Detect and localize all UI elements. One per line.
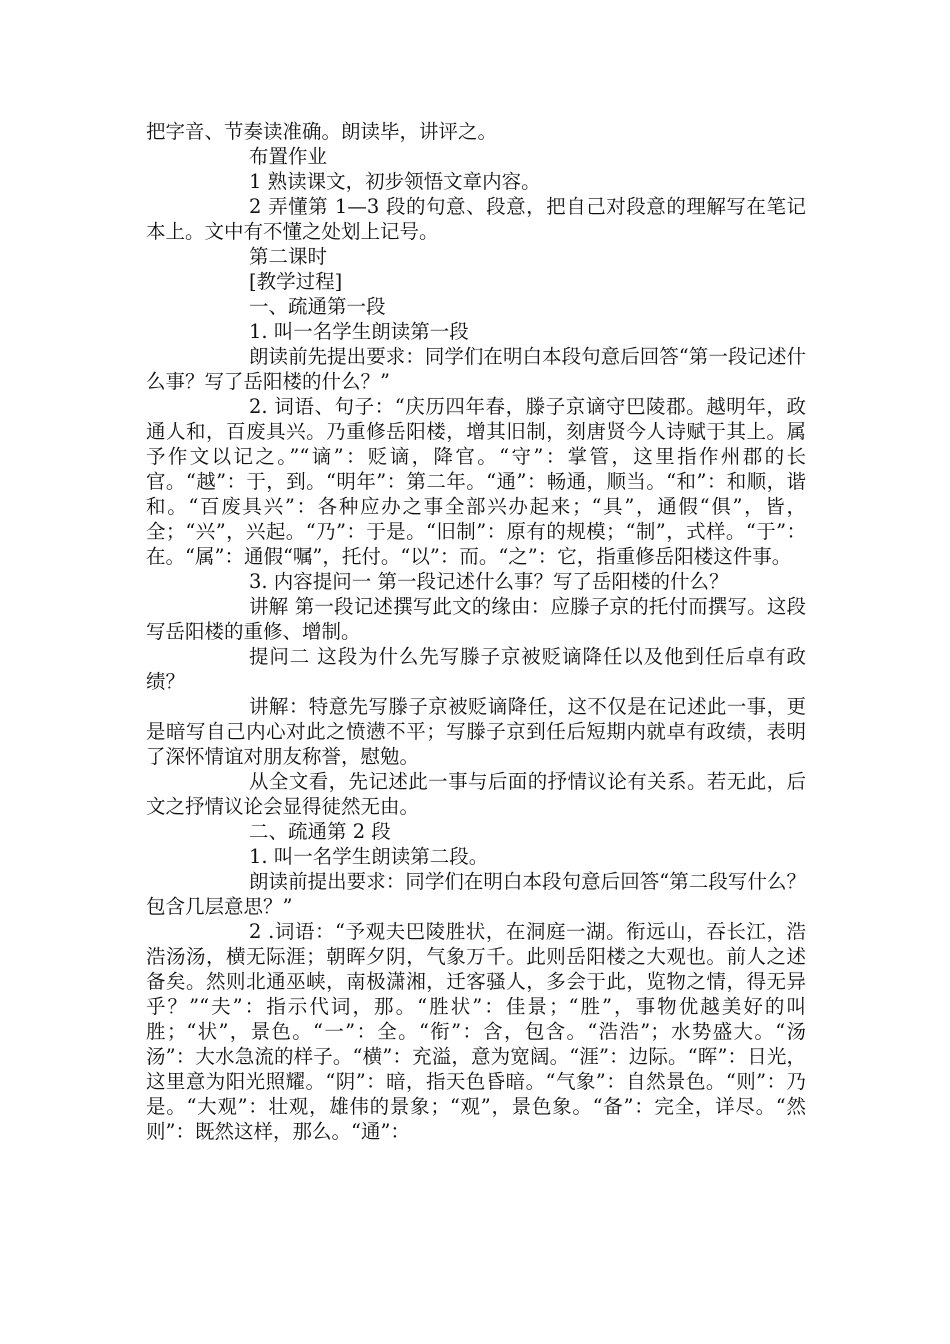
paragraph: 从全文看，先记述此一事与后面的抒情议论有关系。若无此，后文之抒情议论会显得徒然无由。 — [146, 770, 806, 818]
paragraph: 朗读前先提出要求：同学们在明白本段句意后回答“第一段记述什么事？写了岳阳楼的什么？” — [146, 345, 806, 393]
paragraph: 朗读前提出要求：同学们在明白本段句意后回答“第二段写什么？包含几层意思？” — [146, 870, 806, 918]
paragraph: 讲解：特意先写滕子京被贬谪降任，这不仅是在记述此一事，更是暗写自己内心对此之愤懑不平；写滕子京到任后短期内就卓有政绩，表明了深怀情谊对朋友称誉，慰勉。 — [146, 695, 806, 768]
paragraph: 提问二 这段为什么先写滕子京被贬谪降任以及他到任后卓有政绩？ — [146, 645, 806, 693]
list-item: 3. 内容提问一 第一段记述什么事？写了岳阳楼的什么？ — [249, 570, 729, 593]
section-heading: 二、疏通第 2 段 — [249, 820, 391, 843]
document-page — [146, 119, 806, 1144]
section-heading: 第二课时 — [249, 245, 328, 268]
paragraph: 2 .词语：“予观夫巴陵胜状，在洞庭一湖。衔远山，吞长江，浩浩汤汤，横无际涯；朝晖夕阴，气象万千。此则岳阳楼之大观也。前人之述备矣。然则北通巫峡，南极潇湘，迁客骚人，多会于此，览物之情，得无异乎？”“夫”：指示代词，那。“胜状”：佳景；“胜”，事物优越美好的叫胜；“状”，景色。“一”：全。“衔”：含，包含。“浩浩”；水势盛大。“汤汤”：大水急流的样子。“横”：充溢，意为宽阔。“涯”：边际。“晖”：日光，这里意为阳光照耀。“阴”：暗，指天色昏暗。“气象”：自然景色。“则”：乃是。“大观”：壮观，雄伟的景象；“观”，景色象。“备”：完全，详尽。“然则”：既然这样，那么。“通”： — [146, 920, 806, 1143]
section-heading: 一、疏通第一段 — [249, 295, 386, 318]
section-heading: 布置作业 — [249, 145, 328, 168]
list-item: 2 弄懂第 1—3 段的句意、段意，把自己对段意的理解写在笔记本上。文中有不懂之处划上记号。 — [146, 195, 806, 243]
list-item: 1 熟读课文，初步领悟文章内容。 — [249, 170, 541, 193]
text-line: 把字音、节奏读准确。朗读毕，讲评之。 — [146, 120, 498, 143]
section-heading: [教学过程] — [249, 270, 343, 293]
list-item: 1. 叫一名学生朗读第一段 — [249, 320, 469, 343]
paragraph: 2. 词语、句子：“庆历四年春，滕子京谪守巴陵郡。越明年，政通人和，百废具兴。乃重修岳阳楼，增其旧制，刻唐贤今人诗赋于其上。属予作文以记之。”“谪”：贬谪，降官。“守”：掌管，这里指作州郡的长官。“越”：于，到。“明年”：第二年。“通”：畅通，顺当。“和”：和顺，谐和。“百废具兴”：各种应办之事全部兴办起来；“具”，通假“俱”，皆，全；“兴”，兴起。“乃”：于是。“旧制”：原有的规模；“制”，式样。“于”：在。“属”：通假“嘱”，托付。“以”：而。“之”：它，指重修岳阳楼这件事。 — [146, 395, 806, 568]
paragraph: 讲解 第一段记述撰写此文的缘由：应滕子京的托付而撰写。这段写岳阳楼的重修、增制。 — [146, 595, 806, 643]
list-item: 1. 叫一名学生朗读第二段。 — [249, 845, 489, 868]
